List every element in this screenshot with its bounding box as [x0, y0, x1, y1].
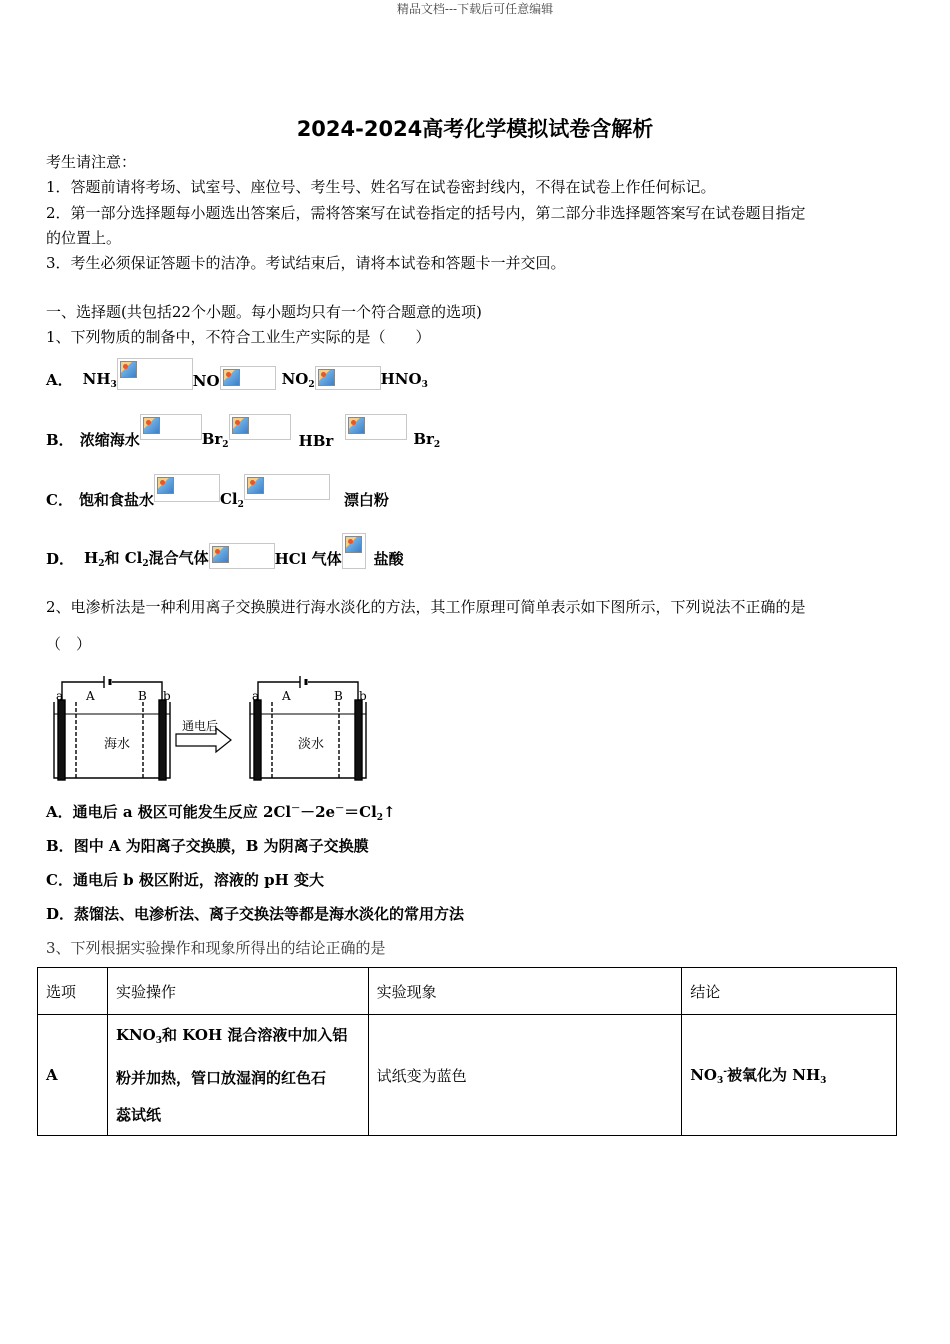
cell-phenomenon: 试纸变为蓝色: [368, 1015, 682, 1136]
notice-item-3: 3．考生必须保证答题卡的洁净。考试结束后，请将本试卷和答题卡一并交回。: [46, 254, 566, 272]
broken-image-icon: [117, 358, 193, 390]
fig-seawater: 海水: [104, 737, 131, 752]
q2-option-c: C．通电后 b 极区附近，溶液的 pH 变大: [46, 871, 324, 889]
q1-option-c: [46, 474, 389, 510]
substance: 浓缩海水: [79, 431, 140, 449]
option-label: D．: [46, 550, 75, 568]
formula: $NH_3$: [82, 370, 117, 390]
notice-item-2: 2．第一部分选择题每小题选出答案后，需将答案写在试卷指定的括号内，第二部分非选择题答案写在试卷题目指定: [46, 204, 806, 222]
q3-table: [37, 967, 897, 1136]
fig-label-A: A: [86, 689, 95, 703]
notice-heading: 考生请注意：: [46, 153, 137, 171]
option-label: A．: [46, 371, 73, 389]
broken-image-icon: [220, 366, 276, 390]
broken-image-icon: [229, 414, 291, 440]
broken-image-icon: [209, 543, 275, 569]
broken-image-icon: [244, 474, 330, 500]
q1-stem: 1、下列物质的制备中，不符合工业生产实际的是（ ）: [46, 328, 431, 346]
q2-option-d: D．蒸馏法、电渗析法、离子交换法等都是海水淡化的常用方法: [46, 905, 465, 923]
formula: $Br_2$: [201, 430, 229, 450]
table-row: [38, 1015, 897, 1136]
substance: 漂白粉: [343, 491, 389, 509]
q1-option-b: [46, 414, 440, 450]
formula: $Cl_2$: [219, 490, 244, 510]
header-phenomenon: 实验现象: [368, 968, 682, 1015]
formula: $HNO_3$: [380, 370, 428, 390]
header-option: 选项: [38, 968, 108, 1015]
formula: $NO_2$: [281, 370, 315, 390]
header-conclusion: 结论: [682, 968, 897, 1015]
fig-freshwater: 淡水: [298, 737, 325, 752]
broken-image-icon: [342, 533, 366, 569]
option-label: C．: [46, 491, 73, 509]
fig-label-a: a: [56, 689, 64, 703]
formula: NO: [192, 372, 220, 390]
formula: $Br_2$: [413, 430, 441, 450]
table-header-row: [38, 968, 897, 1015]
substance: 盐酸: [373, 550, 404, 568]
fig-label-B2: B: [334, 689, 343, 703]
option-label: B．: [46, 431, 74, 449]
cell-option: A: [38, 1015, 108, 1136]
fig-arrow-label: 通电后: [182, 719, 219, 733]
fig-label-B: B: [138, 689, 147, 703]
section-heading: 一、选择题(共包括22个小题。每小题均只有一个符合题意的选项): [46, 303, 482, 321]
q2-stem-cont: （ ）: [46, 635, 92, 653]
q3-stem: 3、下列根据实验操作和现象所得出的结论正确的是: [46, 939, 386, 957]
broken-image-icon: [345, 414, 407, 440]
page-title: 2024-2024高考化学模拟试卷含解析: [296, 117, 654, 141]
substance: $H_2$和 $Cl_2$混合气体: [84, 549, 209, 569]
q2-option-a: A．通电后 a 极区可能发生反应 $2Cl^--2e^-=Cl_2↑$: [46, 803, 396, 823]
q1-option-a: [46, 356, 428, 390]
fig-label-b: b: [163, 689, 171, 703]
fig-label-b2: b: [359, 689, 367, 703]
notice-item-1: 1．答题前请将考场、试室号、座位号、考生号、姓名写在试卷密封线内，不得在试卷上作任何标记。: [46, 178, 716, 196]
header-operation: 实验操作: [107, 968, 368, 1015]
cell-conclusion: $NO_3^-$被氧化为 $NH_3$: [682, 1015, 897, 1136]
formula: HBr: [298, 432, 334, 450]
broken-image-icon: [315, 366, 381, 390]
fig-label-A2: A: [282, 689, 291, 703]
cell-operation: $KNO_3$和 KOH 混合溶液中加入铝 粉并加热，管口放湿润的红色石 蕊试纸: [107, 1015, 368, 1136]
q1-option-d: [46, 533, 404, 569]
broken-image-icon: [140, 414, 202, 440]
fig-label-a2: a: [252, 689, 260, 703]
broken-image-icon: [154, 474, 220, 502]
substance: 饱和食盐水: [78, 491, 154, 509]
q2-option-b: B．图中 A 为阳离子交换膜，B 为阴离子交换膜: [46, 837, 369, 855]
substance: HCl 气体: [274, 550, 342, 568]
page-header: 精品文档---下载后可任意编辑: [396, 2, 554, 16]
notice-item-2-cont: 的位置上。: [46, 229, 122, 247]
electrodialysis-figure: [46, 670, 386, 785]
q2-stem: 2、电渗析法是一种利用离子交换膜进行海水淡化的方法，其工作原理可简单表示如下图所示，下列说法不正确的是: [46, 598, 806, 616]
